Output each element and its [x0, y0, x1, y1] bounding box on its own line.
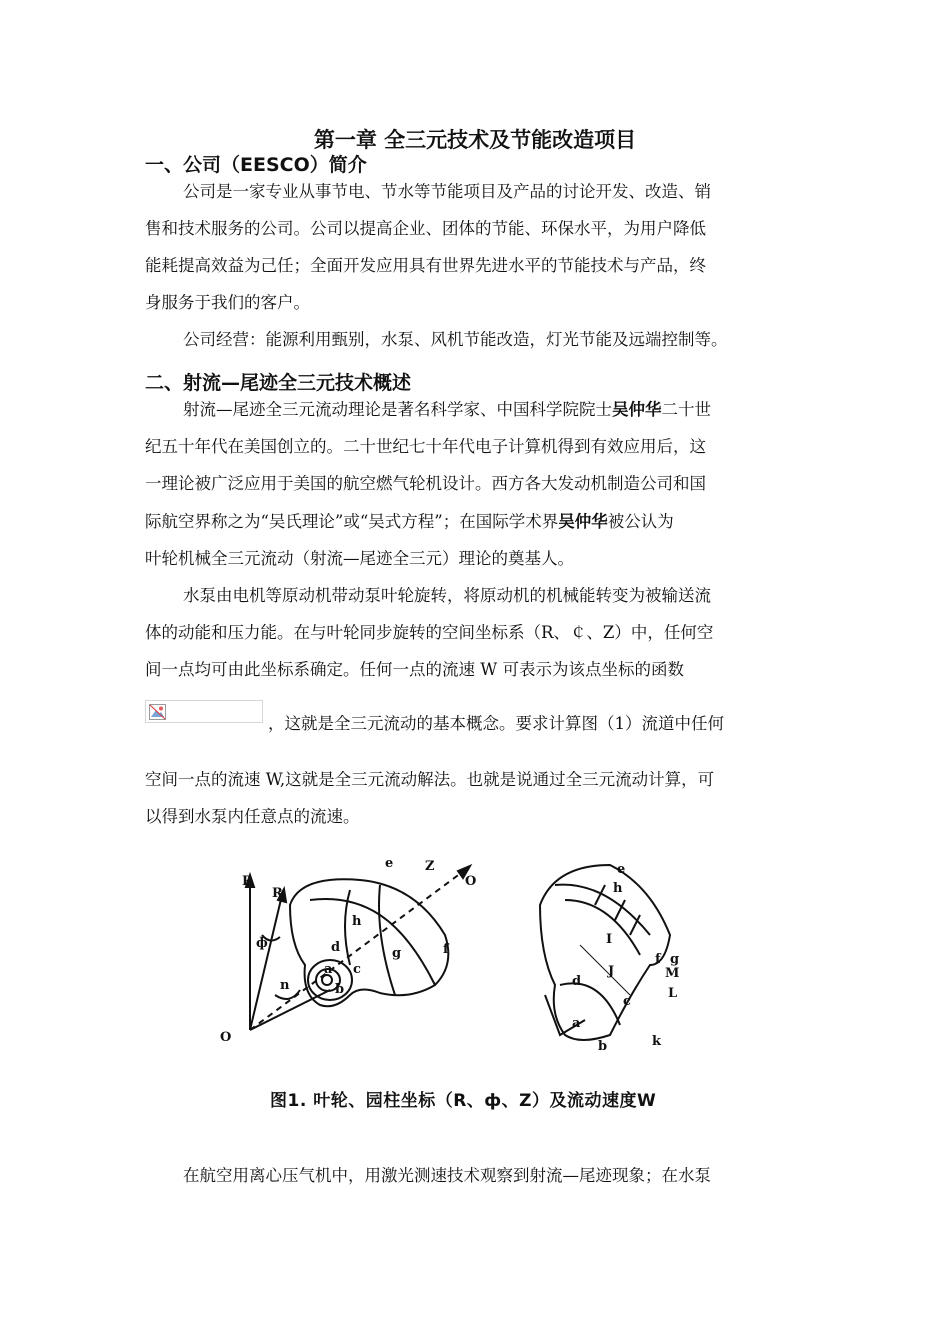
right-impeller-outline — [540, 865, 670, 1040]
fig-label-f1: f — [443, 942, 449, 957]
fig-label-a1: a — [324, 962, 333, 977]
fig-label-o1: O — [220, 1030, 232, 1045]
scientist-name: 吴仲华 — [612, 400, 662, 419]
chapter-title: 第一章 全三元技术及节能改造项目 — [313, 128, 637, 152]
fig-label-o2: O — [465, 874, 477, 889]
s2-p2-line6: 以得到水泵内任意点的流速。 — [145, 807, 360, 826]
s2-p1-line4-a: 际航空界称之为“吴氏理论”或“吴式方程”；在国际学术界 — [145, 512, 559, 531]
section2-heading: 二、射流—尾迹全三元技术概述 — [145, 372, 412, 394]
s2-p1-line1-c: 二十世 — [661, 400, 711, 419]
s2-p2-line5: 空间一点的流速 W,这就是全三元流动解法。也就是说通过全三元流动计算，可 — [145, 770, 715, 789]
fig-label-d2: d — [572, 974, 582, 989]
fig-label-j: J — [608, 964, 615, 979]
s2-p2-line3: 间一点均可由此坐标系确定。任何一点的流速 W 可表示为该点坐标的函数 — [145, 660, 684, 679]
figure-caption: 图1. 叶轮、园柱坐标（R、ф、Z）及流动速度W — [270, 1091, 657, 1111]
fig-label-e2: e — [617, 862, 626, 877]
fig-label-m: M — [665, 966, 680, 981]
fig-label-f2: f — [655, 952, 661, 967]
s2-p1-line2: 纪五十年代在美国创立的。二十世纪七十年代电子计算机得到有效应用后，这 — [145, 437, 706, 456]
fig-label-c2: c — [623, 994, 631, 1009]
s1-para2: 公司经营：能源利用甄别，水泵、风机节能改造，灯光节能及远端控制等。 — [183, 330, 728, 349]
impeller-figure — [210, 845, 680, 1125]
fig-label-c1: c — [353, 962, 361, 977]
right-impeller-curve3 — [560, 983, 620, 1025]
fig-label-a2: a — [572, 1016, 581, 1031]
section1-heading: 一、公司（EESCO）简介 — [145, 154, 367, 176]
s1-para1-line4: 身服务于我们的客户。 — [145, 293, 310, 312]
fig-label-i: I — [606, 932, 613, 947]
right-impeller-curve2 — [565, 900, 640, 955]
s2-p3-line1: 在航空用离心压气机中，用激光测速技术观察到射流—尾迹现象；在水泵 — [183, 1166, 711, 1185]
s2-p1-line1 — [183, 396, 711, 420]
fig-label-b2: b — [598, 1039, 608, 1054]
s2-p1-line4 — [145, 508, 674, 532]
fig-label-phi: ф — [256, 936, 268, 951]
fig-label-d1: d — [331, 940, 341, 955]
s2-p1-line1-a: 射流—尾迹全三元流动理论是著名科学家、中国科学院院士 — [183, 400, 612, 419]
broken-image-icon — [149, 704, 167, 721]
left-impeller-curve3 — [379, 885, 395, 995]
fig-label-k: k — [652, 1034, 662, 1049]
right-inner-line — [580, 945, 630, 995]
s1-para1-line3: 能耗提高效益为己任；全面开发应用具有世界先进水平的节能技术与产品，终 — [145, 256, 706, 275]
fig-label-l: L — [668, 986, 678, 1001]
s1-para1-line2: 售和技术服务的公司。公司以提高企业、团体的节能、环保水平，为用户降低 — [145, 219, 706, 238]
fig-label-g1: g — [392, 946, 402, 961]
left-impeller-outline — [290, 879, 448, 1006]
s2-p2-line1: 水泵由电机等原动机带动泵叶轮旋转，将原动机的机械能转变为被输送流 — [183, 586, 711, 605]
fig-label-b1: b — [335, 982, 345, 997]
s2-p2-line4: ，这就是全三元流动的基本概念。要求计算图（1）流道中任何 — [268, 714, 724, 733]
fig-label-n: n — [280, 978, 290, 993]
s2-p1-line5: 叶轮机械全三元流动（射流—尾迹全三元）理论的奠基人。 — [145, 549, 574, 568]
fig-label-z: Z — [425, 859, 435, 874]
s1-para1-line1: 公司是一家专业从事节电、节水等节能项目及产品的讨论开发、改造、销 — [183, 182, 711, 201]
fig-label-r2: R — [272, 886, 283, 901]
s2-p2-line2: 体的动能和压力能。在与叶轮同步旋转的空间坐标系（R、￠、Z）中，任何空 — [145, 623, 714, 642]
s2-p1-line4-c: 被公认为 — [607, 512, 674, 531]
fig-label-h2: h — [613, 881, 623, 896]
s2-p1-line3: 一理论被广泛应用于美国的航空燃气轮机设计。西方各大发动机制造公司和国 — [145, 474, 706, 493]
fig-label-e1: e — [385, 856, 394, 871]
fig-label-h1: h — [352, 914, 362, 929]
fig-label-r1: R — [242, 874, 253, 889]
scientist-name-2: 吴仲华 — [558, 512, 608, 531]
fig-label-g2: g — [670, 952, 680, 967]
broken-formula-image — [145, 700, 263, 723]
